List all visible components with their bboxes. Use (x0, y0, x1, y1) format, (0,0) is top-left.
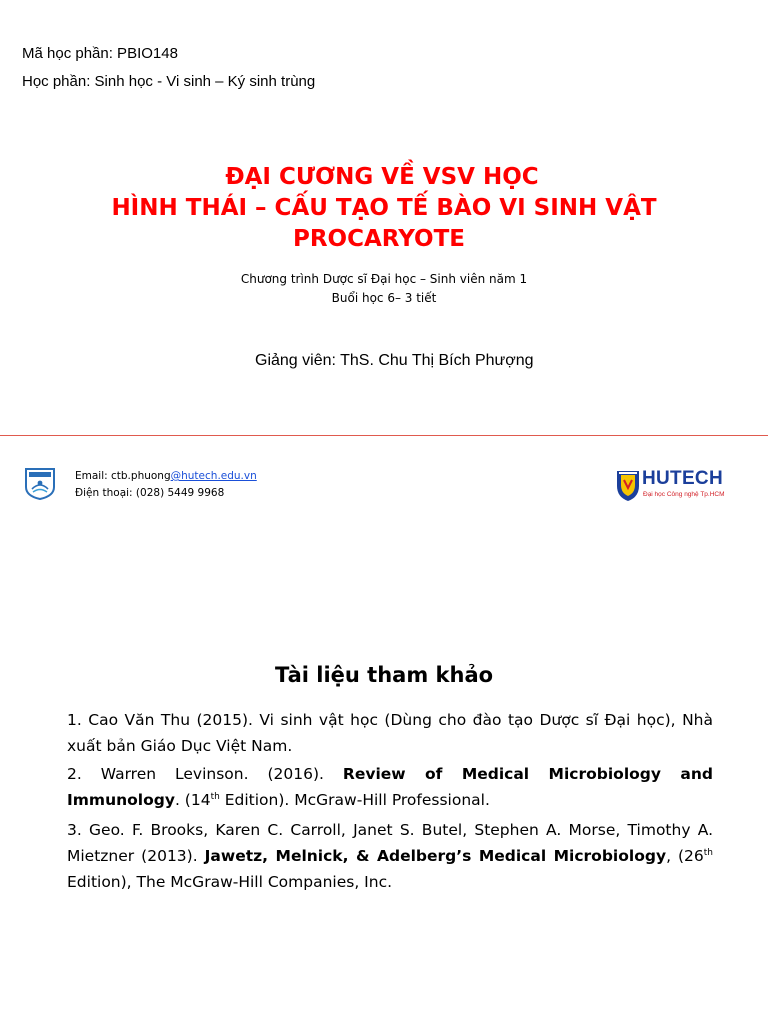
ref2-mid: . (14 (174, 791, 211, 809)
email-label: Email: ctb.phuong (75, 470, 171, 482)
course-code: Mã học phần: PBIO148 (22, 45, 178, 62)
slide-title-line-3: PROCARYOTE (292, 226, 466, 252)
footer-divider (0, 435, 768, 436)
ref2-suffix: Edition). McGraw-Hill Professional. (219, 791, 490, 809)
ref3-title: Jawetz, Melnick, & Adelberg’s Medical Microbiology (204, 847, 667, 865)
course-name: Học phần: Sinh học - Vi sinh – Ký sinh trùng (22, 73, 316, 90)
reference-item-3 (67, 817, 713, 895)
ref2-sup: th (210, 791, 220, 802)
reference-item-2 (67, 761, 713, 813)
ref2-prefix: 2. Warren Levinson. (2016). (67, 765, 343, 783)
school-crest-icon (24, 467, 56, 500)
slide-title-line-1: ĐẠI CƯƠNG VỀ VSV HỌC (225, 164, 539, 190)
slide-title-line-2: HÌNH THÁI – CẤU TẠO TẾ BÀO VI SINH VẬT (111, 195, 657, 221)
ref3-prefix: 3. Geo. F. Brooks, Karen C. Carroll, Janet S. Butel, Stephen A. Morse, Timothy A. Mietzner (2013). (67, 821, 713, 865)
reference-item-1: 1. Cao Văn Thu (2015). Vi sinh vật học (Dùng cho đào tạo Dược sĩ Đại học), Nhà xuất bản Giáo Dục Việt Nam. (67, 711, 713, 755)
hutech-wordmark: HUTECH (642, 468, 723, 489)
ref3-mid: , (26 (666, 847, 704, 865)
references-title: Tài liệu tham khảo (274, 663, 494, 687)
phone-line: Điện thoại: (028) 5449 9968 (75, 487, 225, 499)
program-subtitle: Chương trình Dược sĩ Đại học – Sinh viên năm 1 (240, 272, 528, 286)
session-subtitle: Buổi học 6– 3 tiết (331, 291, 437, 305)
ref3-suffix: Edition), The McGraw-Hill Companies, Inc. (67, 873, 393, 891)
lecturer-name: Giảng viên: ThS. Chu Thị Bích Phượng (255, 352, 534, 369)
hutech-tagline: Đại học Công nghệ Tp.HCM (643, 491, 725, 498)
email-line (75, 470, 257, 482)
ref2-title: Review of Medical Microbiology and Immunology (67, 765, 713, 809)
email-link[interactable]: @hutech.edu.vn (170, 470, 257, 482)
ref3-sup: th (703, 847, 714, 858)
